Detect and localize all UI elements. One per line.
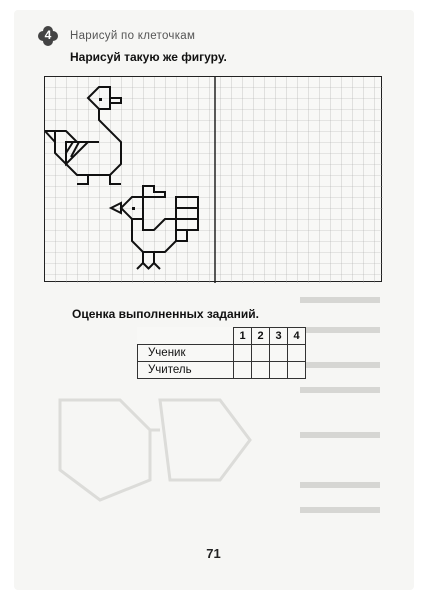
row-label: Ученик bbox=[138, 345, 234, 362]
mark-cell[interactable] bbox=[270, 362, 288, 379]
page-number: 71 bbox=[206, 546, 221, 561]
evaluation-title: Оценка выполненных заданий. bbox=[72, 307, 259, 321]
evaluation-row-teacher bbox=[138, 362, 306, 379]
mark-cell[interactable] bbox=[288, 345, 306, 362]
row-label: Учитель bbox=[138, 362, 234, 379]
mark-cell[interactable] bbox=[270, 345, 288, 362]
mark-cell[interactable] bbox=[234, 345, 252, 362]
task-number: 4 bbox=[44, 28, 52, 42]
evaluation-row-student bbox=[138, 345, 306, 362]
drawing-grid bbox=[44, 76, 382, 282]
task-header bbox=[38, 26, 195, 46]
grid-canvas[interactable] bbox=[45, 77, 383, 283]
column-header: 1 bbox=[234, 328, 252, 345]
mark-cell[interactable] bbox=[252, 362, 270, 379]
mark-cell[interactable] bbox=[234, 362, 252, 379]
column-header: 4 bbox=[288, 328, 306, 345]
mark-cell[interactable] bbox=[288, 362, 306, 379]
mark-cell[interactable] bbox=[252, 345, 270, 362]
task-instruction: Нарисуй такую же фигуру. bbox=[70, 50, 227, 64]
evaluation-table bbox=[137, 327, 306, 379]
evaluation-corner-cell bbox=[138, 328, 234, 345]
task-number-badge bbox=[38, 26, 58, 46]
task-title: Нарисуй по клеточкам bbox=[70, 30, 196, 42]
column-header: 2 bbox=[252, 328, 270, 345]
column-header: 3 bbox=[270, 328, 288, 345]
evaluation-header-row bbox=[138, 328, 306, 345]
